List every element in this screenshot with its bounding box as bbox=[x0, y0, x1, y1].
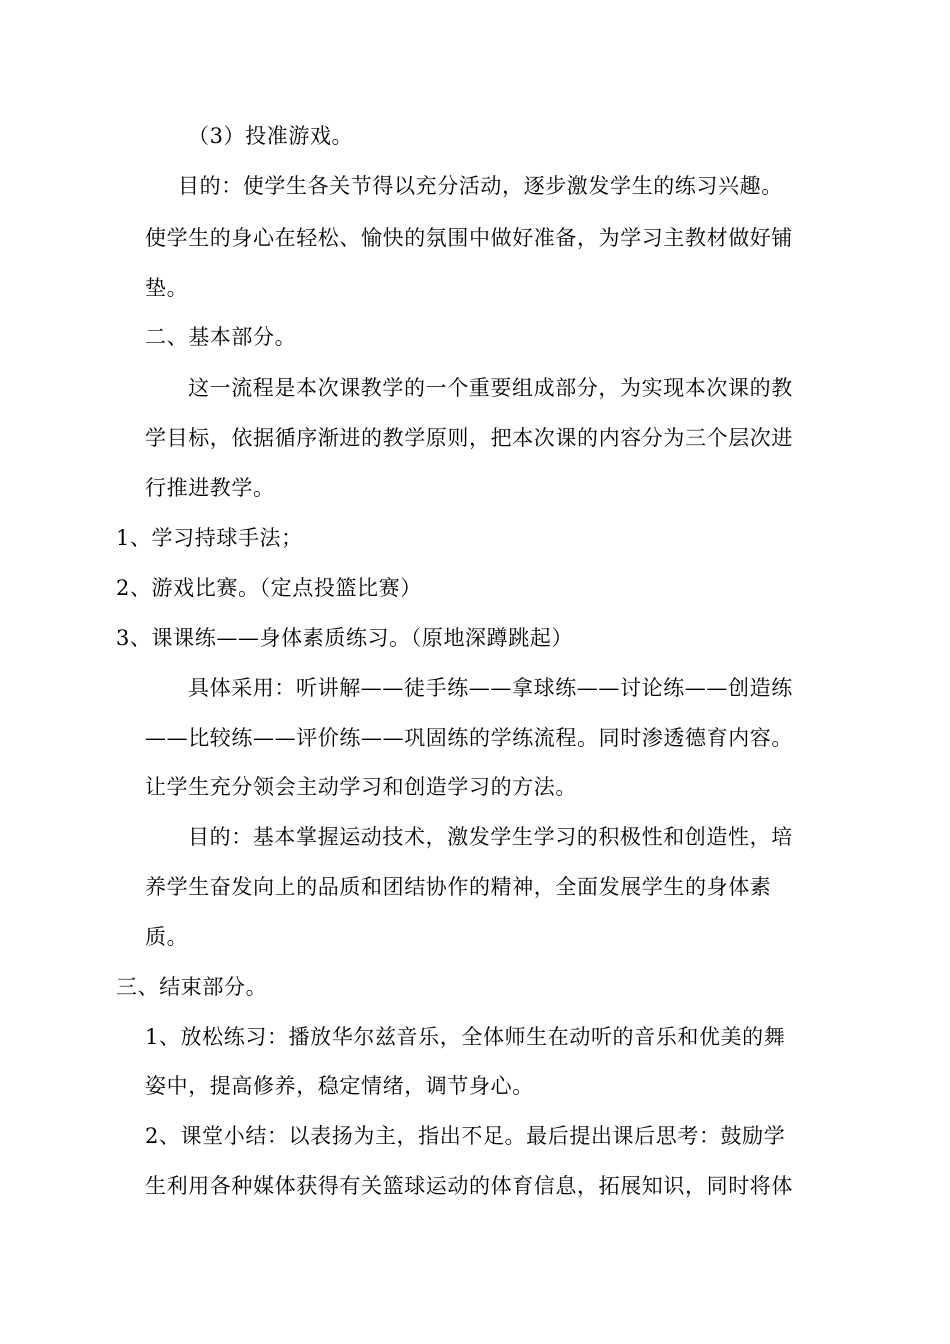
text-line-2: 目的：使学生各关节得以充分活动，逐步激发学生的练习兴趣。 bbox=[178, 174, 783, 198]
text-line-8: 行推进教学。 bbox=[145, 476, 275, 500]
text-line-4: 垫。 bbox=[145, 276, 189, 300]
text-line-21: 2、课堂小结：以表扬为主，指出不足。最后提出课后思考：鼓励学 bbox=[145, 1124, 786, 1148]
text-line-17: 质。 bbox=[145, 925, 189, 949]
text-line-16: 养学生奋发向上的品质和团结协作的精神，全面发展学生的身体素 bbox=[145, 875, 772, 899]
list-item-1: 1、学习持球手法； bbox=[116, 526, 303, 550]
text-line-14: 让学生充分领会主动学习和创造学习的方法。 bbox=[145, 775, 577, 799]
text-line-13: ——比较练——评价练——巩固练的学练流程。同时渗透德育内容。 bbox=[145, 726, 793, 750]
text-line-12: 具体采用：听讲解——徒手练——拿球练——讨论练——创造练 bbox=[188, 676, 793, 700]
text-line-3: 使学生的身心在轻松、愉快的氛围中做好准备，为学习主教材做好铺 bbox=[145, 226, 793, 250]
text-line-7: 学目标，依据循序渐进的教学原则，把本次课的内容分为三个层次进 bbox=[145, 426, 793, 450]
text-line-19: 1、放松练习：播放华尔兹音乐，全体师生在动听的音乐和优美的舞 bbox=[145, 1025, 786, 1049]
text-line-20: 姿中，提高修养，稳定情绪，调节身心。 bbox=[145, 1074, 534, 1098]
text-line-22: 生利用各种媒体获得有关篮球运动的体育信息，拓展知识，同时将体 bbox=[145, 1174, 793, 1198]
list-item-3: 3、课课练——身体素质练习。（原地深蹲跳起） bbox=[116, 626, 574, 650]
section-heading-2: 二、基本部分。 bbox=[145, 325, 297, 349]
text-line-6: 这一流程是本次课教学的一个重要组成部分，为实现本次课的教 bbox=[188, 376, 793, 400]
section-heading-3: 三、结束部分。 bbox=[116, 975, 268, 999]
text-line-1: （3）投准游戏。 bbox=[188, 124, 354, 148]
list-item-2: 2、游戏比赛。（定点投篮比赛） bbox=[116, 576, 422, 600]
text-line-15: 目的：基本掌握运动技术，激发学生学习的积极性和创造性，培 bbox=[188, 825, 793, 849]
